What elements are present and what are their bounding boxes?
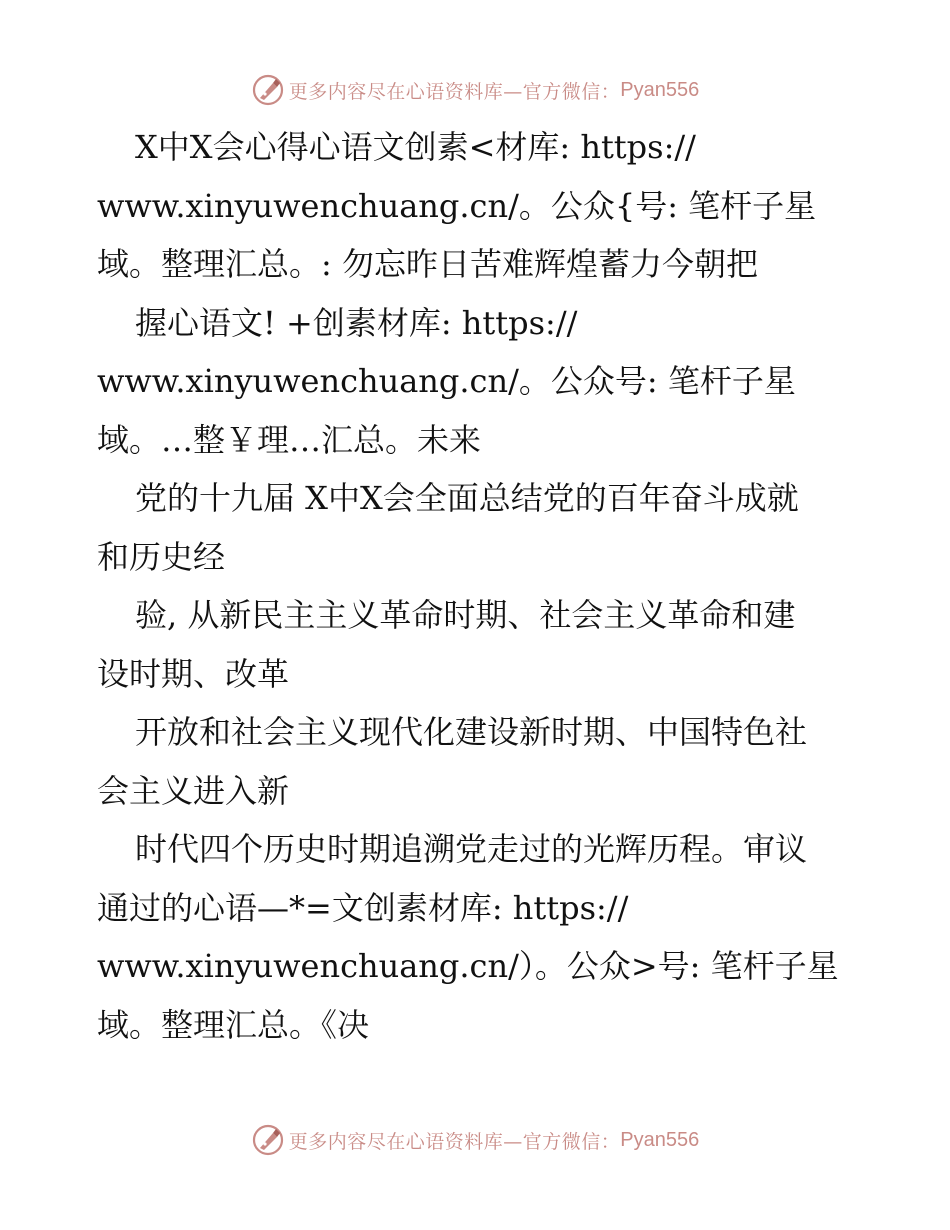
footer-watermark-banner	[0, 1120, 950, 1160]
text-line: 域。整理汇总。: 勿忘昨日苦难辉煌蓄力今朝把	[97, 245, 758, 283]
text-line: 域。…整￥理…汇总。未来	[97, 420, 482, 459]
header-watermark-banner	[0, 70, 950, 110]
text-line: 设时期、改革	[97, 654, 290, 693]
pen-nib-circle-icon	[251, 73, 285, 107]
text-line: 时代四个历史时期追溯党走过的光辉历程。审议	[135, 830, 808, 868]
document-body	[97, 118, 867, 1054]
banner-text: 更多内容尽在心语资料库—官方微信：	[288, 80, 621, 103]
text-line: 握心语文! +创素材库: https://	[135, 303, 578, 342]
text-line: www.xinyuwenchuang.cn/。公众{号: 笔杆子星	[97, 186, 817, 225]
text-line: 党的十九届 X中X会全面总结党的百年奋斗成就	[135, 479, 799, 517]
text-line: www.xinyuwenchuang.cn/）。公众>号: 笔杆子星	[97, 947, 839, 985]
banner-text: 更多内容尽在心语资料库—官方微信：	[288, 1130, 621, 1153]
text-line: 会主义进入新	[97, 771, 290, 810]
banner-wechat-handle: Pyan556	[620, 78, 700, 101]
text-line: 和历史经	[97, 537, 226, 576]
banner-wechat-handle: Pyan556	[620, 1128, 700, 1151]
pen-nib-circle-icon	[251, 1123, 285, 1157]
text-line: www.xinyuwenchuang.cn/。公众号: 笔杆子星	[97, 362, 796, 400]
text-line: 开放和社会主义现代化建设新时期、中国特色社	[135, 713, 808, 751]
text-line: 通过的心语—*=文创素材库: https://	[97, 888, 629, 927]
text-line: 域。整理汇总。《决	[97, 1005, 370, 1044]
text-line: 验, 从新民主主义革命时期、社会主义革命和建	[135, 596, 796, 634]
text-line: X中X会心得心语文创素<材库: https://	[135, 128, 696, 166]
